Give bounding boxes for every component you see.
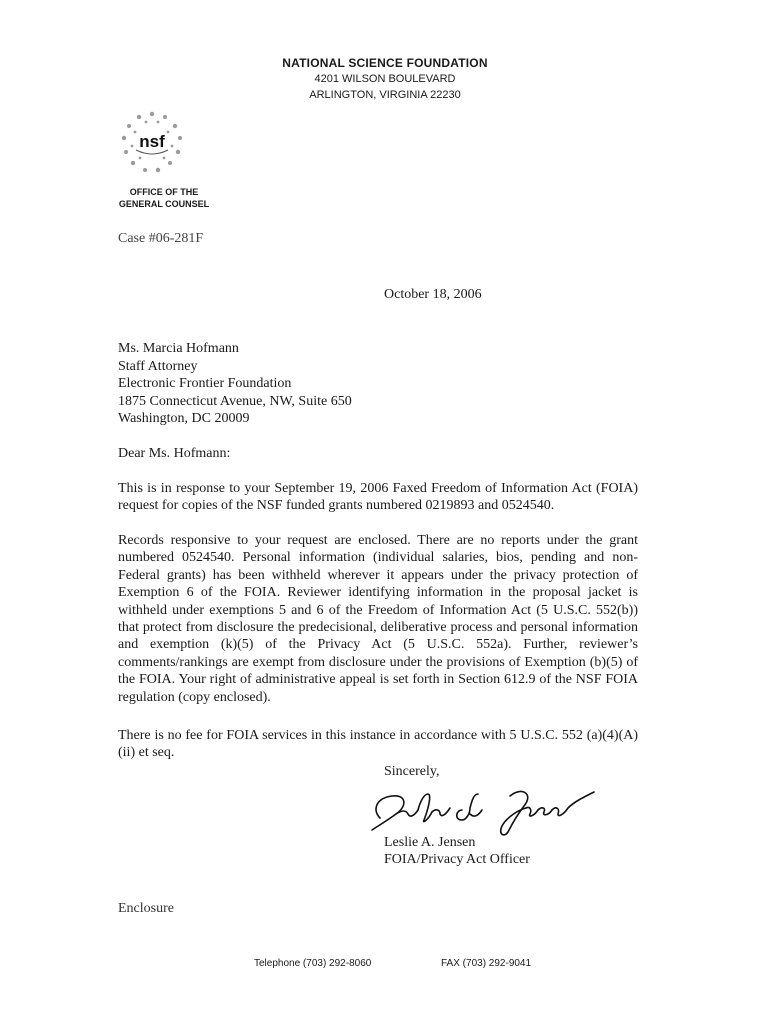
logo-text: nsf bbox=[139, 132, 165, 151]
nsf-logo bbox=[118, 108, 186, 176]
enclosure-note: Enclosure bbox=[118, 901, 174, 916]
closing: Sincerely, bbox=[384, 764, 440, 779]
signer-name: Leslie A. Jensen bbox=[384, 835, 476, 850]
footer-telephone: Telephone (703) 292-8060 bbox=[254, 958, 372, 969]
footer-fax: FAX (703) 292-9041 bbox=[441, 958, 532, 969]
letter-date: October 18, 2006 bbox=[384, 287, 482, 302]
body-paragraph-2: Records responsive to your request are enclosed. There are no reports under the grant numbered 0524540. Personal information (individual salaries, bios, pending and non-Federal grants) has been withheld wherever it appears under the privacy protection of Exemption 6 of the FOIA. Reviewer identifying information in the proposal jacket is withheld under exemptions 5 and 6 of the Freedom of Information Act (5 U.S.C. 552(b)) that protect from disclosure the predecisional, deliberative process and personal information and exemption (k)(5) of the Privacy Act (5 U.S.C. 552a). Further, reviewer’s comments/rankings are exempt from disclosure under the provisions of Exemption (b)(5) of the FOIA. Your right of administrative appeal is set forth in Section 612.9 of the NSF FOIA regulation (copy enclosed). bbox=[118, 533, 638, 705]
recipient-street: 1875 Connecticut Avenue, NW, Suite 650 bbox=[118, 393, 352, 409]
body-paragraph-3: There is no fee for FOIA services in this instance in accordance with 5 U.S.C. 552 (a)(4)(A)(ii) et seq. bbox=[118, 728, 638, 761]
recipient-title: Staff Attorney bbox=[118, 358, 198, 374]
office-line-1: OFFICE OF THE bbox=[129, 187, 199, 197]
office-line-2: GENERAL COUNSEL bbox=[118, 199, 210, 209]
office-label bbox=[104, 186, 224, 210]
address-line-2: ARLINGTON, VIRGINIA 22230 bbox=[309, 89, 461, 101]
case-number: Case #06-281F bbox=[118, 231, 204, 246]
organization-name: NATIONAL SCIENCE FOUNDATION bbox=[282, 56, 488, 70]
recipient-address bbox=[118, 340, 352, 428]
recipient-org: Electronic Frontier Foundation bbox=[118, 376, 292, 391]
recipient-name: Ms. Marcia Hofmann bbox=[118, 341, 239, 356]
signer-block bbox=[384, 834, 530, 868]
salutation: Dear Ms. Hofmann: bbox=[118, 446, 231, 461]
handwritten-signature bbox=[362, 780, 602, 840]
body-paragraph-1: This is in response to your September 19, 2006 Faxed Freedom of Information Act (FOIA) request for copies of the NSF funded grants numbered 0219893 and 0524540. bbox=[118, 481, 638, 514]
address-line-1: 4201 WILSON BOULEVARD bbox=[314, 73, 456, 85]
recipient-city: Washington, DC 20009 bbox=[118, 411, 250, 426]
signer-title: FOIA/Privacy Act Officer bbox=[384, 852, 530, 867]
